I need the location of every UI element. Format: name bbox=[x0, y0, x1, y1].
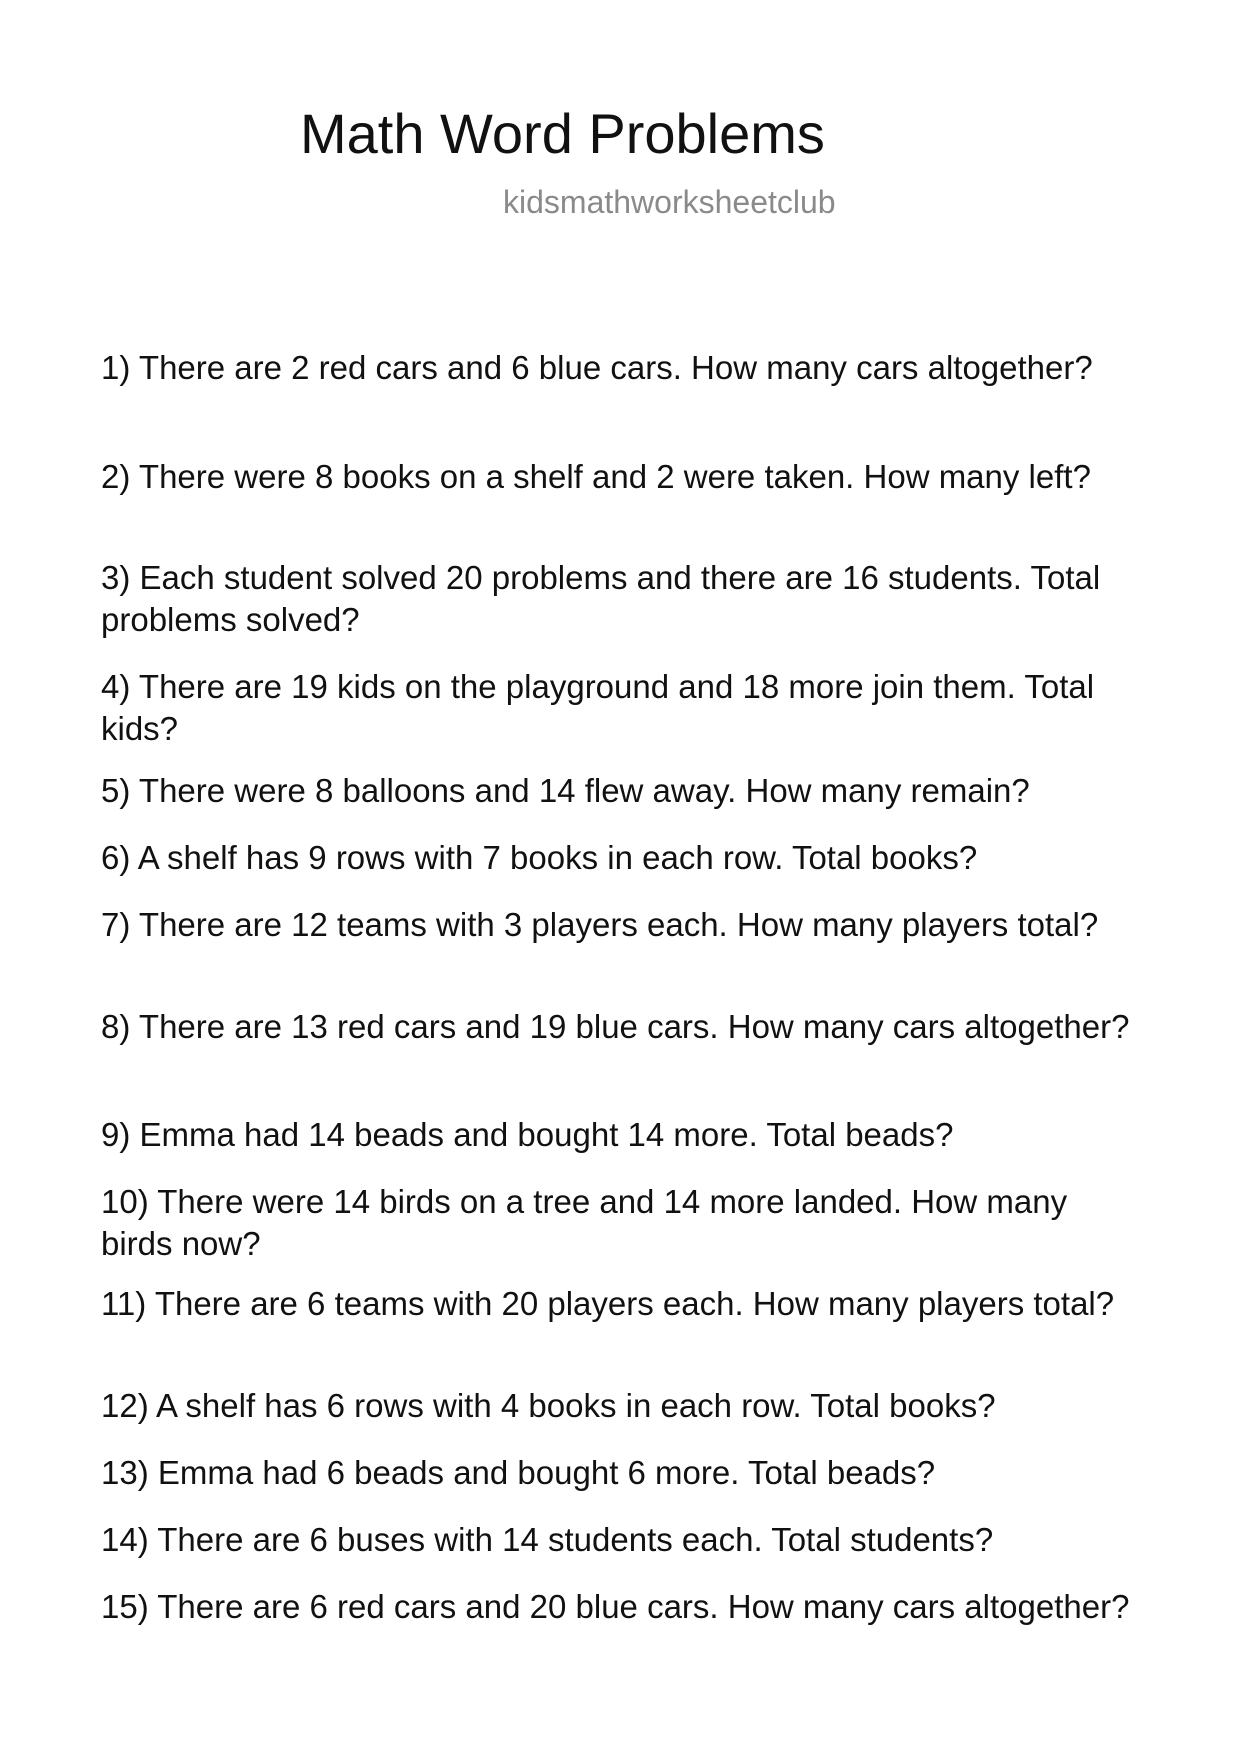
problem-8: 8) There are 13 red cars and 19 blue cars. How many cars altogether? bbox=[101, 1008, 1130, 1045]
problem-10: 10) There were 14 birds on a tree and 14 more landed. How many birds now? bbox=[101, 1183, 1068, 1262]
problem-3: 3) Each student solved 20 problems and there are 16 students. Total problems solved? bbox=[101, 559, 1101, 638]
problem-1: 1) There are 2 red cars and 6 blue cars. How many cars altogether? bbox=[101, 349, 1093, 386]
problem-9: 9) Emma had 14 beads and bought 14 more. Total beads? bbox=[101, 1116, 954, 1153]
problem-13: 13) Emma had 6 beads and bought 6 more. Total beads? bbox=[101, 1454, 936, 1491]
problem-15: 15) There are 6 red cars and 20 blue cars. How many cars altogether? bbox=[101, 1588, 1130, 1625]
problem-12: 12) A shelf has 6 rows with 4 books in each row. Total books? bbox=[101, 1387, 996, 1424]
problem-2: 2) There were 8 books on a shelf and 2 were taken. How many left? bbox=[101, 458, 1091, 495]
problem-14: 14) There are 6 buses with 14 students each. Total students? bbox=[101, 1521, 994, 1558]
problem-11: 11) There are 6 teams with 20 players each. How many players total? bbox=[101, 1285, 1115, 1322]
problem-7: 7) There are 12 teams with 3 players each. How many players total? bbox=[101, 906, 1099, 943]
brand-label: kidsmathworksheetclub bbox=[503, 184, 836, 220]
problem-5: 5) There were 8 balloons and 14 flew away. How many remain? bbox=[101, 772, 1030, 809]
worksheet-title: Math Word Problems bbox=[300, 102, 825, 165]
problem-4: 4) There are 19 kids on the playground and 18 more join them. Total kids? bbox=[101, 668, 1095, 747]
problem-6: 6) A shelf has 9 rows with 7 books in each row. Total books? bbox=[101, 839, 978, 876]
